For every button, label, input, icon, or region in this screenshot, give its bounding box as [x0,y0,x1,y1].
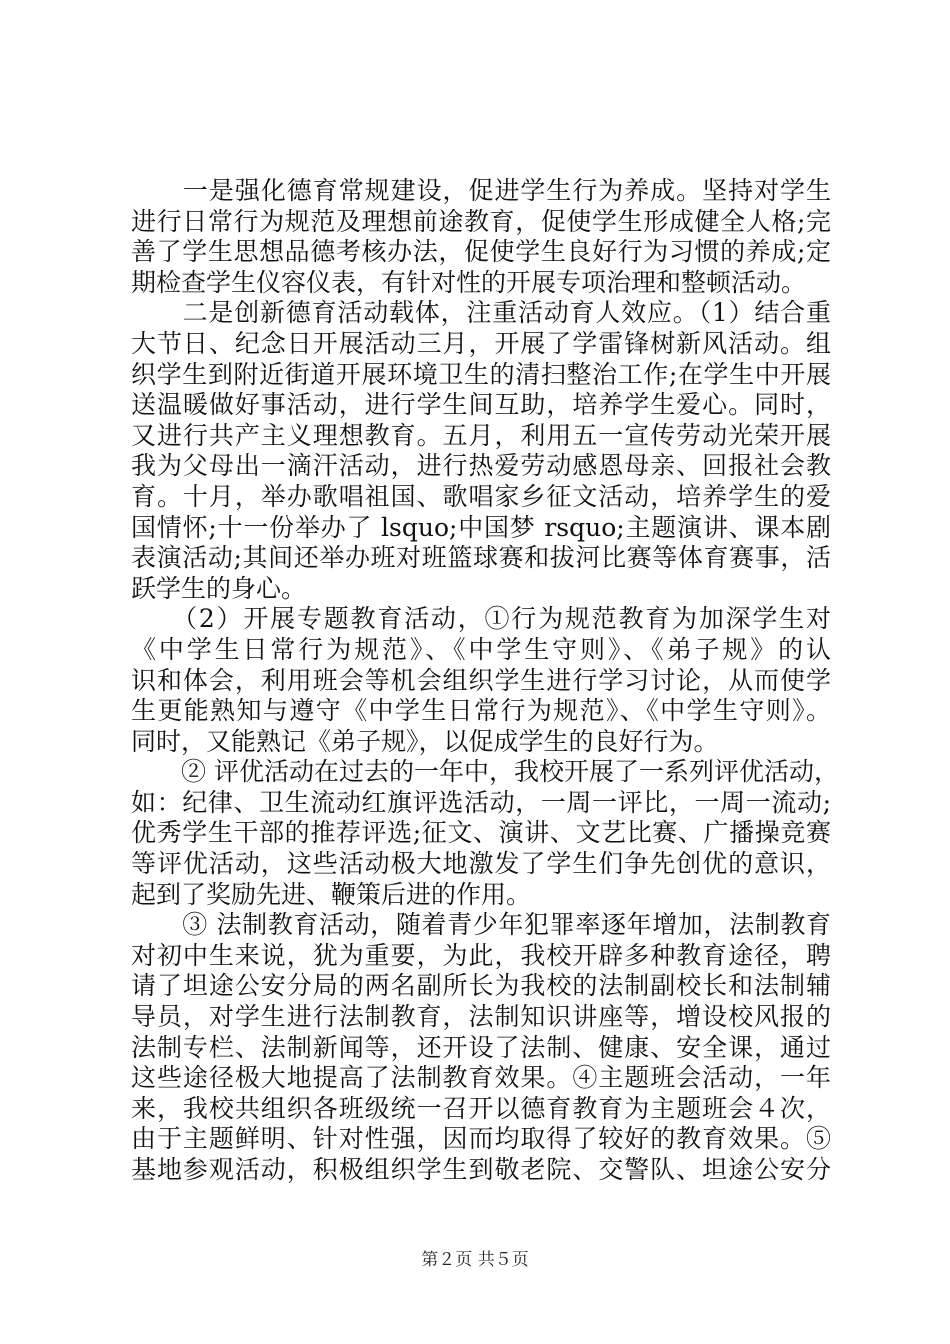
text-line: 二是创新德育活动载体，注重活动育人效应。（1）结合重 [131,298,831,328]
text-line: 优秀学生干部的推荐评选;征文、演讲、文艺比赛、广播操竞赛 [131,818,831,848]
text-line: 送温暖做好事活动，进行学生间互助，培养学生爱心。同时， [131,390,831,420]
text-line: 织学生到附近街道开展环境卫生的清扫整治工作;在学生中开展 [131,359,831,389]
text-line: 生更能熟知与遵守《中学生日常行为规范》、《中学生守则》。 [131,696,831,726]
text-line: 请了坦途公安分局的两名副所长为我校的法制副校长和法制辅 [131,971,831,1001]
text-line: ② 评优活动在过去的一年中，我校开展了一系列评优活动， [131,757,839,787]
page-number-footer: 第２页 共５页 [421,1250,529,1270]
text-line: 如：纪律、卫生流动红旗评选活动，一周一评比，一周一流动; [131,787,831,817]
text-line: 大节日、纪念日开展活动三月，开展了学雷锋树新风活动。组 [131,328,831,358]
text-line: 进行日常行为规范及理想前途教育，促使学生形成健全人格;完 [131,206,831,236]
text-line: （2）开展专题教育活动，①行为规范教育为加深学生对 [131,604,831,634]
text-line: 同时，又能熟记《弟子规》，以促成学生的良好行为。 [131,726,719,756]
text-line: 对初中生来说，犹为重要，为此，我校开辟多种教育途径，聘 [131,940,831,970]
text-line: 由于主题鲜明、针对性强，因而均取得了较好的教育效果。⑤ [131,1124,831,1154]
text-line: 导员，对学生进行法制教育，法制知识讲座等，增设校风报的 [131,1002,831,1032]
text-line: 等评优活动，这些活动极大地激发了学生们争先创优的意识， [131,849,831,879]
text-line: 我为父母出一滴汗活动，进行热爱劳动感恩母亲、回报社会教 [131,451,831,481]
text-line: 育。十月，举办歌唱祖国、歌唱家乡征文活动，培养学生的爱 [131,481,831,511]
text-line: 一是强化德育常规建设，促进学生行为养成。坚持对学生 [131,176,831,205]
text-line: 起到了奖励先进、鞭策后进的作用。 [131,879,532,909]
text-line: 基地参观活动，积极组织学生到敬老院、交警队、坦途公安分 [131,1155,831,1184]
text-line: 法制专栏、法制新闻等，还开设了法制、健康、安全课，通过 [131,1032,831,1062]
text-line: 表演活动;其间还举办班对班篮球赛和拔河比赛等体育赛事，活 [131,543,831,573]
text-line: 来，我校共组织各班级统一召开以德育教育为主题班会４次， [131,1093,831,1123]
text-line: 《中学生日常行为规范》、《中学生守则》、《弟子规》的认 [131,634,831,664]
text-line: 这些途径极大地提高了法制教育效果。④主题班会活动，一年 [131,1063,831,1093]
text-line: 识和体会，利用班会等机会组织学生进行学习讨论，从而使学 [131,665,831,695]
text-line: 跃学生的身心。 [131,573,307,603]
text-line: 又进行共产主义理想教育。五月，利用五一宣传劳动光荣开展 [131,420,831,450]
text-line: 期检查学生仪容仪表，有针对性的开展专项治理和整顿活动。 [131,267,807,297]
text-line: ③ 法制教育活动，随着青少年犯罪率逐年增加，法制教育 [131,910,831,940]
body-text [131,176,839,1186]
text-line: 善了学生思想品德考核办法，促使学生良好行为习惯的养成;定 [131,237,831,267]
text-line: 国情怀;十一份举办了 lsquo;中国梦 rsquo;主题演讲、课本剧 [131,512,831,542]
